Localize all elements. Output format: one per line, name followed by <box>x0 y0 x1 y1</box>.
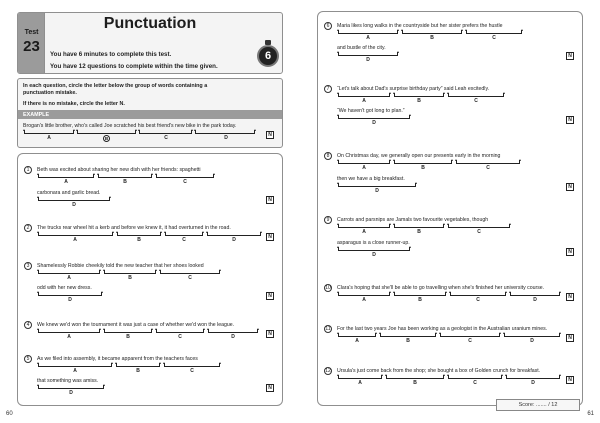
question-1-line-2: carbonara and garlic bread. <box>37 190 101 196</box>
question-8-line-1: On Christmas day, we generally open our presents early in the morning <box>337 153 501 159</box>
question-number: 11 <box>325 326 331 332</box>
question-10-line-1: Clara's hoping that she'll be able to go travelling when she's finished her university course. <box>337 285 545 291</box>
question-9-line-1: Carrots and parsnips are Jamals two favourite vegetables, though <box>337 217 489 223</box>
bracket-c[interactable] <box>440 333 500 337</box>
bracket-b[interactable] <box>116 363 160 367</box>
option-n[interactable]: N <box>566 116 574 124</box>
bracket-c[interactable] <box>450 292 506 296</box>
bracket-c[interactable] <box>164 363 220 367</box>
option-c[interactable]: C <box>486 165 490 171</box>
example-letter-c: C <box>164 135 168 141</box>
option-c[interactable]: C <box>182 237 186 243</box>
instruction-line-3: If there is no mistake, circle the letter N. <box>23 101 125 107</box>
bracket-a[interactable] <box>338 292 390 296</box>
option-b[interactable]: B <box>417 229 421 235</box>
option-b[interactable]: B <box>421 165 425 171</box>
example-bracket-a <box>24 130 74 134</box>
instruction-line-2: punctuation mistake. <box>23 90 77 96</box>
bracket-b[interactable] <box>380 333 436 337</box>
example-bracket-b <box>77 130 136 134</box>
bracket-c[interactable] <box>448 375 502 379</box>
option-a[interactable]: A <box>355 338 359 344</box>
question-number: 2 <box>24 224 32 232</box>
option-d[interactable]: D <box>232 237 236 243</box>
option-a[interactable]: A <box>358 380 362 386</box>
option-n[interactable]: N <box>566 183 574 191</box>
option-a[interactable]: A <box>73 237 77 243</box>
question-11-line-1: For the last two years Joe has been working as a geologist in the Australian uranium mines. <box>337 326 548 332</box>
option-b[interactable]: B <box>413 380 417 386</box>
test-header <box>17 12 283 74</box>
example-n-box: N <box>266 131 274 139</box>
bracket-a[interactable] <box>38 174 94 178</box>
bracket-b[interactable] <box>117 232 161 236</box>
question-number: 4 <box>24 321 32 329</box>
option-a[interactable]: A <box>67 334 71 340</box>
bracket-a[interactable] <box>338 333 376 337</box>
question-9-line-2: asparagus is a close runner-up. <box>337 240 410 246</box>
example-sentence: Brogan's little brother, who's called Joe scratched his best friend's new bike in the park today. <box>23 123 237 129</box>
option-d[interactable]: D <box>68 297 72 303</box>
option-c[interactable]: C <box>474 98 478 104</box>
option-d[interactable]: D <box>530 338 534 344</box>
bracket-a[interactable] <box>38 363 112 367</box>
question-3-line-1: Shamelessly Robbie cheekily told the new teacher that her shoes looked <box>37 263 204 269</box>
page-title: Punctuation <box>103 15 197 32</box>
example-label: EXAMPLE <box>23 111 50 118</box>
option-b[interactable]: B <box>136 368 140 374</box>
example-letter-b-circled: B <box>104 136 109 141</box>
option-d[interactable]: D <box>372 120 376 126</box>
bracket-c[interactable] <box>165 232 203 236</box>
question-number: 10 <box>325 285 331 291</box>
bracket-b[interactable] <box>394 224 444 228</box>
bracket-d[interactable] <box>338 183 416 187</box>
option-d[interactable]: D <box>366 57 370 63</box>
example-bracket-c <box>139 130 192 134</box>
option-d[interactable]: D <box>372 252 376 258</box>
option-c[interactable]: C <box>492 35 496 41</box>
option-b[interactable]: B <box>406 338 410 344</box>
bracket-c[interactable] <box>156 174 214 178</box>
question-1-line-1: Beth was excited about sharing her new dish with her friends: spaghetti <box>37 167 201 173</box>
bracket-c[interactable] <box>466 30 522 34</box>
option-b[interactable]: B <box>126 334 130 340</box>
test-badge <box>18 13 45 74</box>
option-b[interactable]: B <box>430 35 434 41</box>
option-a[interactable]: A <box>362 98 366 104</box>
option-n[interactable]: N <box>266 196 274 204</box>
bracket-a[interactable] <box>38 270 100 274</box>
option-a[interactable]: A <box>67 275 71 281</box>
question-6-line-1: Maria likes long walks in the countryside but her sister prefers the hustle <box>337 23 503 29</box>
option-d[interactable]: D <box>231 334 235 340</box>
example-letter-d: D <box>224 135 228 141</box>
question-5-line-2: that something was amiss. <box>37 378 99 384</box>
option-c[interactable]: C <box>190 368 194 374</box>
question-number: 9 <box>324 216 332 224</box>
option-c[interactable]: C <box>183 179 187 185</box>
option-b[interactable]: B <box>418 297 422 303</box>
question-7-line-2: “We haven't got long to plan.” <box>337 108 405 114</box>
bracket-b[interactable] <box>386 375 444 379</box>
questions-panel-right <box>317 11 583 406</box>
option-b[interactable]: B <box>128 275 132 281</box>
option-c[interactable]: C <box>178 334 182 340</box>
bracket-b[interactable] <box>402 30 462 34</box>
option-c[interactable]: C <box>477 229 481 235</box>
bracket-b[interactable] <box>104 270 156 274</box>
option-a[interactable]: A <box>362 229 366 235</box>
question-6-line-2: and bustle of the city. <box>337 45 386 51</box>
option-b[interactable]: B <box>137 237 141 243</box>
question-number: 1 <box>24 166 32 174</box>
bracket-d[interactable] <box>338 52 398 56</box>
bracket-a[interactable] <box>38 232 113 236</box>
option-a[interactable]: A <box>362 297 366 303</box>
bracket-c[interactable] <box>448 224 510 228</box>
bracket-b[interactable] <box>394 160 452 164</box>
bracket-a[interactable] <box>338 160 390 164</box>
bracket-a[interactable] <box>338 30 398 34</box>
right-page <box>300 0 600 423</box>
question-8-line-2: then we have a big breakfast. <box>337 176 405 182</box>
question-7-line-1: “Let's talk about Dad's surprise birthday party” said Leah excitedly. <box>337 86 490 92</box>
bracket-b[interactable] <box>394 292 446 296</box>
instructions-box <box>17 78 283 148</box>
page-number: 60 <box>6 411 13 417</box>
question-number: 5 <box>24 355 32 363</box>
bracket-c[interactable] <box>448 93 504 97</box>
time-instruction: You have 6 minutes to complete this test. <box>50 51 172 58</box>
test-number: 23 <box>23 38 40 55</box>
option-d[interactable]: D <box>533 297 537 303</box>
option-n[interactable]: N <box>266 330 274 338</box>
test-label: Test <box>24 29 39 36</box>
option-d[interactable]: D <box>69 390 73 396</box>
option-a[interactable]: A <box>366 35 370 41</box>
question-number: 12 <box>325 368 331 374</box>
option-n[interactable]: N <box>566 293 574 301</box>
bracket-d[interactable] <box>38 197 110 201</box>
example-letter-a: A <box>47 135 51 141</box>
bracket-b[interactable] <box>98 174 152 178</box>
example-bar <box>18 110 282 119</box>
option-a[interactable]: A <box>64 179 68 185</box>
question-count-instruction: You have 12 questions to complete within the time given. <box>50 63 218 70</box>
bracket-d[interactable] <box>207 232 261 236</box>
question-number: 6 <box>324 22 332 30</box>
bracket-d[interactable] <box>504 333 560 337</box>
bracket-b[interactable] <box>104 329 152 333</box>
example-bracket-d <box>195 130 255 134</box>
option-a[interactable]: A <box>362 165 366 171</box>
bracket-d[interactable] <box>38 292 102 296</box>
option-c[interactable]: C <box>476 297 480 303</box>
bracket-d[interactable] <box>208 329 258 333</box>
option-d[interactable]: D <box>72 202 76 208</box>
option-a[interactable]: A <box>73 368 77 374</box>
option-b[interactable]: B <box>417 98 421 104</box>
question-2-line-1: The trucks rear wheel hit a kerb and before we knew it, it had overturned in the road. <box>37 225 231 231</box>
option-n[interactable]: N <box>566 52 574 60</box>
bracket-c[interactable] <box>156 329 204 333</box>
bracket-c[interactable] <box>160 270 220 274</box>
option-n[interactable]: N <box>266 292 274 300</box>
bracket-c[interactable] <box>456 160 520 164</box>
bracket-a[interactable] <box>338 93 390 97</box>
option-b[interactable]: B <box>123 179 127 185</box>
bracket-a[interactable] <box>38 329 100 333</box>
bracket-d[interactable] <box>510 292 560 296</box>
question-number: 8 <box>324 152 332 160</box>
instruction-line-1: In each question, circle the letter below the group of words containing a <box>23 83 208 89</box>
questions-panel-left <box>17 153 283 406</box>
question-number: 7 <box>324 85 332 93</box>
question-5-line-1: As we filed into assembly, it became apparent from the teachers faces <box>37 356 198 362</box>
question-12-line-1: Ursula's just come back from the shop; she bought a box of Golden crunch for breakfast. <box>337 368 541 374</box>
bracket-d[interactable] <box>38 385 104 389</box>
option-c[interactable]: C <box>473 380 477 386</box>
option-c[interactable]: C <box>188 275 192 281</box>
option-d[interactable]: D <box>375 188 379 194</box>
stopwatch-icon: 6 <box>257 45 279 67</box>
bracket-d[interactable] <box>338 115 410 119</box>
bracket-a[interactable] <box>338 375 382 379</box>
bracket-d[interactable] <box>506 375 560 379</box>
option-n[interactable]: N <box>566 376 574 384</box>
option-c[interactable]: C <box>468 338 472 344</box>
option-n[interactable]: N <box>266 384 274 392</box>
option-n[interactable]: N <box>566 334 574 342</box>
bracket-d[interactable] <box>338 247 410 251</box>
option-n[interactable]: N <box>566 248 574 256</box>
score-box: Score: ....... / 12 <box>496 399 580 411</box>
page-number: 61 <box>587 411 594 417</box>
option-n[interactable]: N <box>266 233 274 241</box>
option-d[interactable]: D <box>531 380 535 386</box>
bracket-a[interactable] <box>338 224 390 228</box>
question-number: 3 <box>24 262 32 270</box>
question-3-line-2: odd with her new dress. <box>37 285 92 291</box>
bracket-b[interactable] <box>394 93 444 97</box>
question-4-line-1: We knew we'd won the tournament it was just a case of whether we'd won the league. <box>37 322 235 328</box>
